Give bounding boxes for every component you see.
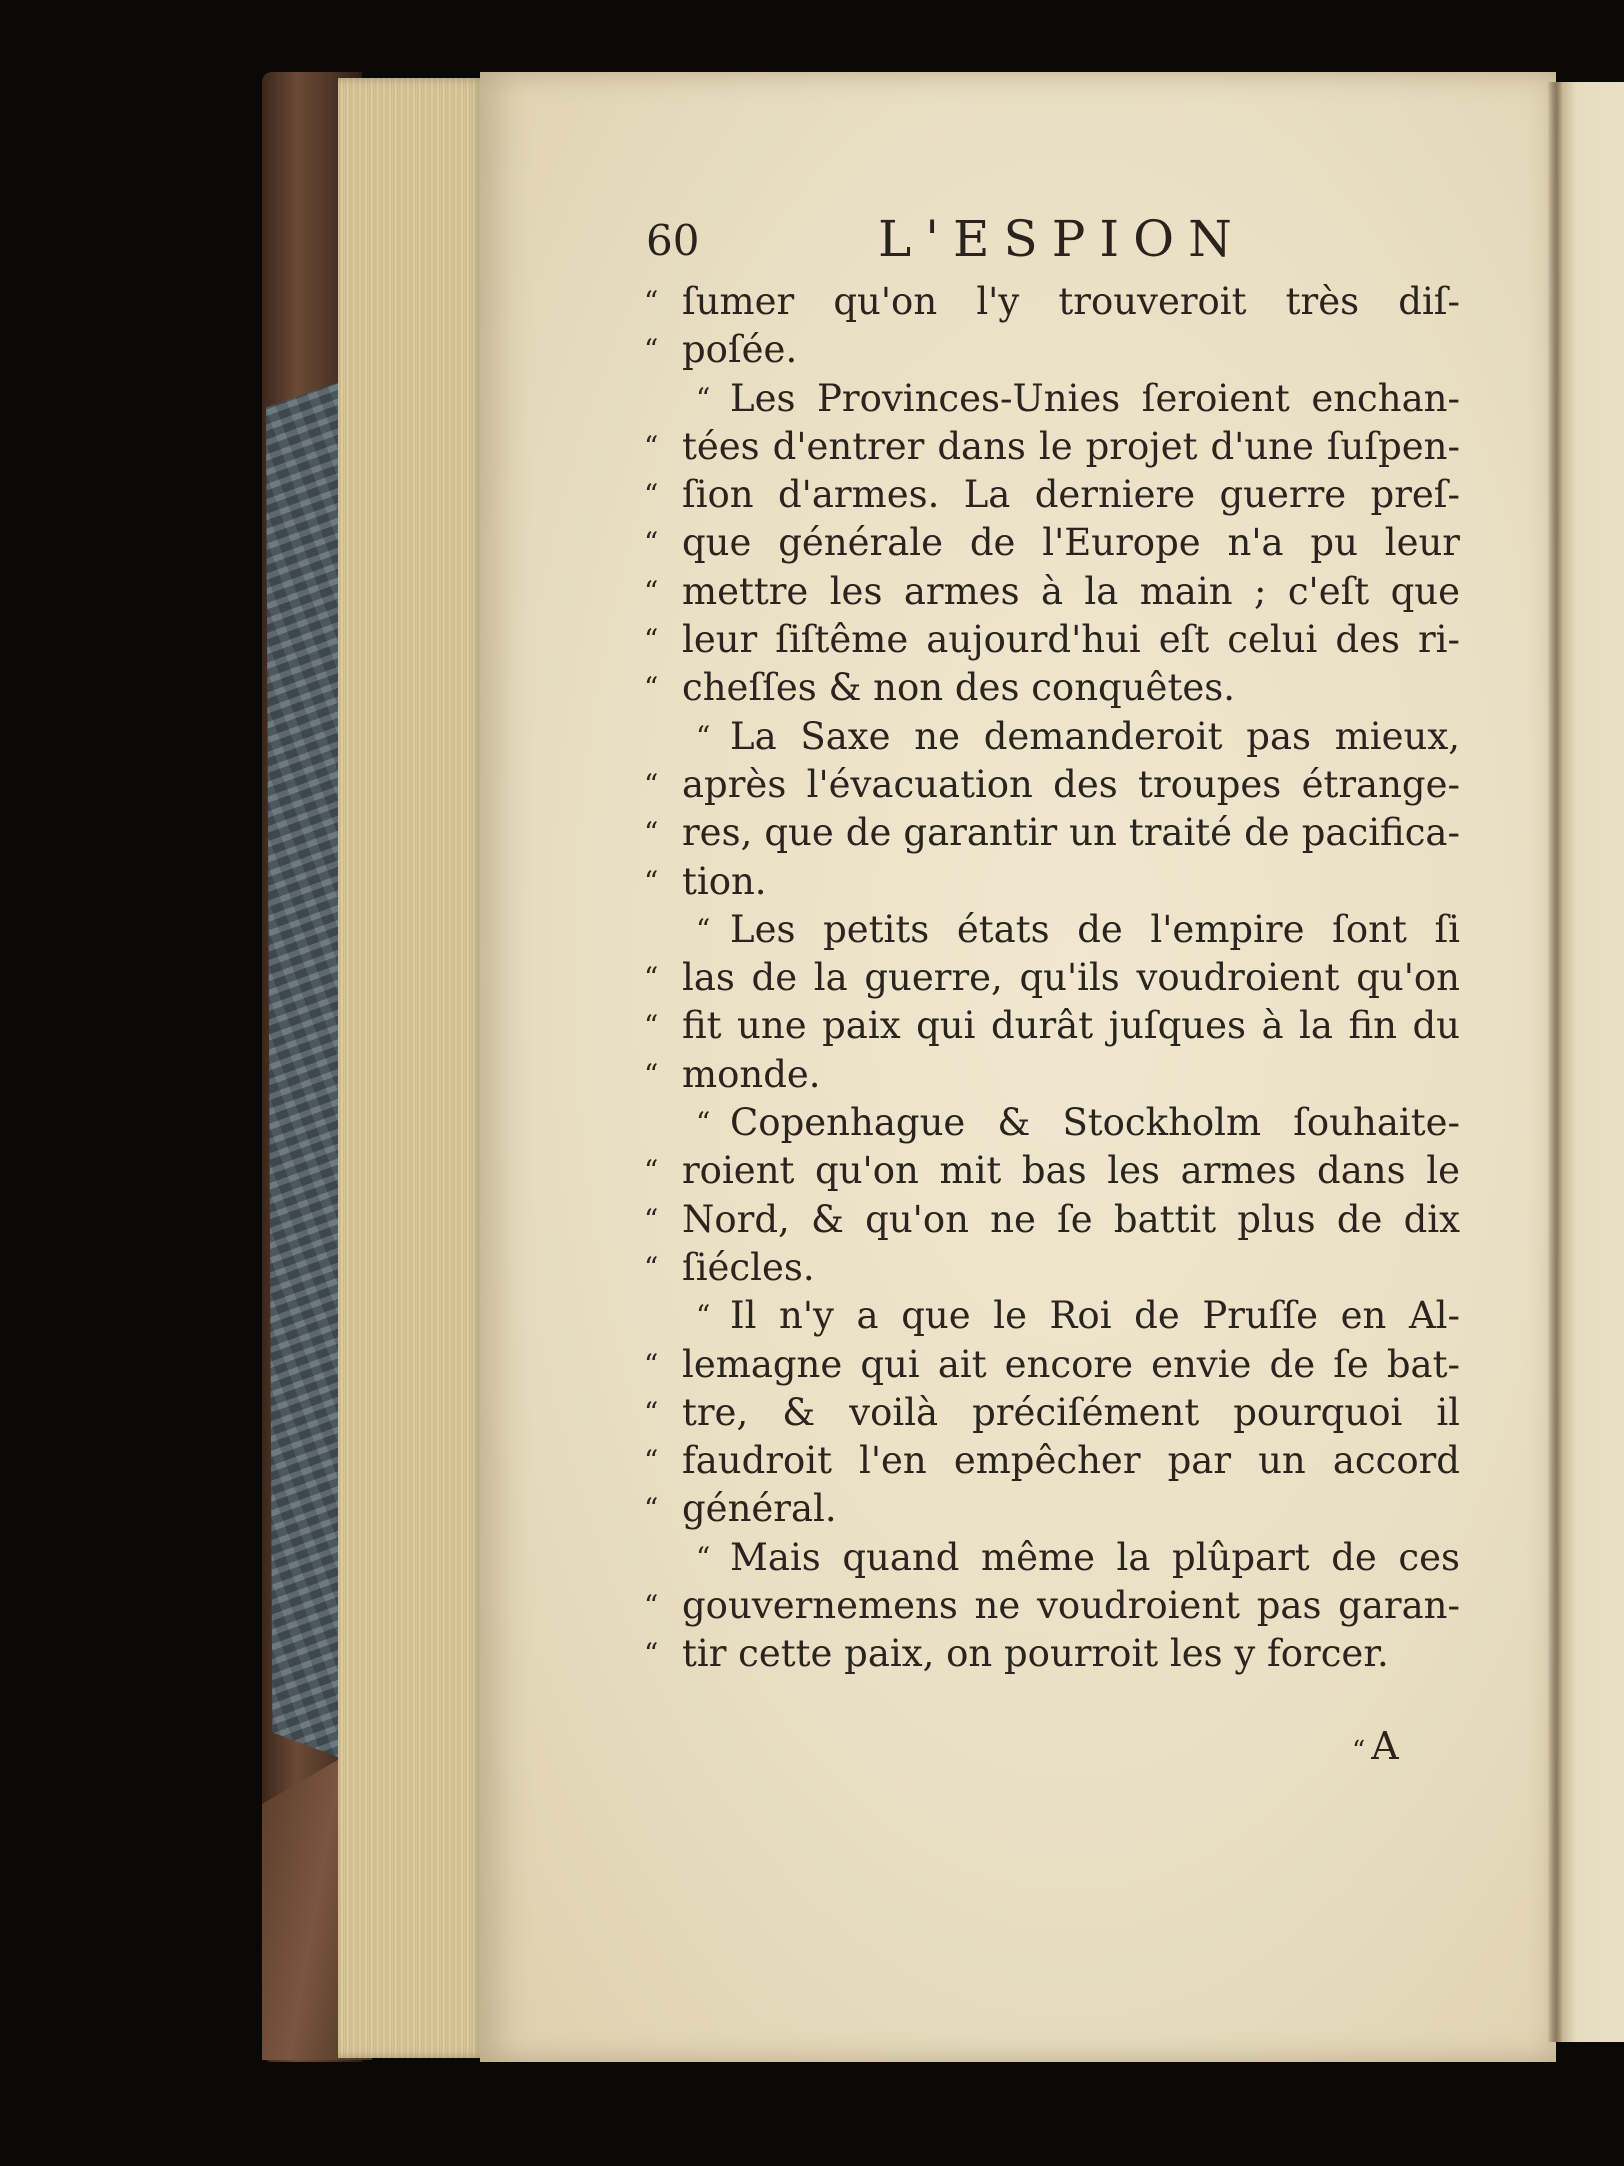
line-text: tir cette paix, on pourroit les y forcer.	[682, 1632, 1389, 1676]
quote-mark: “	[644, 574, 659, 608]
text-line	[630, 954, 1460, 1002]
quote-mark: “	[644, 1057, 659, 1091]
quote-mark: “	[644, 816, 659, 850]
catchword	[1352, 1724, 1399, 1768]
quote-mark: “	[696, 1540, 711, 1574]
quote-mark: “	[644, 1347, 659, 1381]
catchword-quote: “	[1352, 1736, 1366, 1766]
line-text: que générale de l'Europe n'a pu leur	[682, 521, 1460, 565]
quote-mark: “	[644, 1250, 659, 1284]
text-line	[630, 278, 1460, 326]
line-text: Il n'y a que le Roi de Pruſſe en Al-	[730, 1294, 1460, 1338]
page-header	[640, 210, 1470, 274]
line-text: lemagne qui ait encore envie de ſe bat-	[682, 1342, 1460, 1386]
text-line	[630, 761, 1460, 809]
text-line	[630, 1147, 1460, 1195]
text-line	[630, 1389, 1460, 1437]
quote-mark: “	[644, 623, 659, 657]
line-text: roient qu'on mit bas les armes dans le	[682, 1149, 1460, 1193]
quote-mark: “	[696, 1106, 711, 1140]
quote-mark: “	[644, 1395, 659, 1429]
quote-mark: “	[696, 1299, 711, 1333]
line-text: monde.	[682, 1052, 821, 1096]
text-line	[630, 1244, 1460, 1292]
gutter-shadow	[1548, 82, 1562, 2042]
text-line	[630, 519, 1460, 567]
quote-mark: “	[696, 719, 711, 753]
line-text: tées d'entrer dans le projet d'une ſuſpen-	[682, 424, 1460, 468]
text-line	[630, 1099, 1460, 1147]
line-text: Copenhague & Stockholm ſouhaite-	[730, 1101, 1460, 1145]
line-text: cheſſes & non des conquêtes.	[682, 666, 1235, 710]
text-line	[630, 326, 1460, 374]
quote-mark: “	[644, 1492, 659, 1526]
quote-mark: “	[644, 1589, 659, 1623]
line-text: poſée.	[682, 328, 798, 372]
text-line	[630, 713, 1460, 761]
body-text	[630, 278, 1460, 1679]
line-text: La Saxe ne demanderoit pas mieux,	[730, 714, 1460, 758]
line-text: gouvernemens ne voudroient pas garan-	[682, 1584, 1460, 1628]
quote-mark: “	[644, 767, 659, 801]
line-text: leur ſiſtême aujourd'hui eſt celui des ri-	[682, 618, 1460, 662]
line-text: ſumer qu'on l'y trouveroit très diſ-	[682, 280, 1460, 323]
quote-mark: “	[644, 1444, 659, 1478]
marbled-board	[266, 380, 346, 1760]
line-text: res, que de garantir un traité de pacifica-	[682, 811, 1460, 855]
text-line	[630, 1582, 1460, 1630]
line-text: faudroit l'en empêcher par un accord	[682, 1439, 1460, 1483]
text-line	[630, 1437, 1460, 1485]
line-text: Nord, & qu'on ne ſe battit plus de dix	[682, 1197, 1460, 1241]
catchword-text: A	[1371, 1724, 1399, 1768]
quote-mark: “	[644, 1009, 659, 1043]
line-text: las de la guerre, qu'ils voudroient qu'on	[682, 956, 1460, 1000]
running-head: L'ESPION	[878, 210, 1246, 268]
text-line	[630, 1341, 1460, 1389]
line-text: Mais quand même la plûpart de ces	[730, 1535, 1460, 1579]
line-text: après l'évacuation des troupes étrange-	[682, 762, 1460, 806]
quote-mark: “	[644, 1637, 659, 1671]
quote-mark: “	[696, 912, 711, 946]
text-line	[630, 1630, 1460, 1678]
text-line	[630, 809, 1460, 857]
page-number: 60	[646, 216, 700, 265]
text-line	[630, 906, 1460, 954]
quote-mark: “	[644, 478, 659, 512]
text-line	[630, 423, 1460, 471]
quote-mark: “	[644, 333, 659, 367]
line-text: ſiécles.	[682, 1245, 815, 1289]
text-line	[630, 858, 1460, 906]
line-text: fit une paix qui durât juſques à la fin du	[682, 1004, 1460, 1048]
line-text: général.	[682, 1487, 837, 1531]
quote-mark: “	[644, 1202, 659, 1236]
page-edges	[338, 78, 486, 2058]
line-text: tion.	[682, 859, 767, 903]
line-text: ſion d'armes. La derniere guerre preſ-	[682, 473, 1460, 517]
line-text: Les Provinces-Unies ſeroient enchan-	[730, 376, 1460, 420]
line-text: Les petits états de l'empire ſont ſi	[730, 907, 1460, 951]
line-text: tre, & voilà préciſément pourquoi il	[682, 1390, 1460, 1434]
text-line	[630, 1485, 1460, 1533]
text-line	[630, 1292, 1460, 1340]
quote-mark: “	[644, 864, 659, 898]
facing-page-edge	[1556, 82, 1624, 2042]
text-line	[630, 1534, 1460, 1582]
text-line	[630, 568, 1460, 616]
text-line	[630, 1196, 1460, 1244]
text-line	[630, 616, 1460, 664]
quote-mark: “	[644, 526, 659, 560]
text-line	[630, 1002, 1460, 1050]
quote-mark: “	[644, 429, 659, 463]
text-line	[630, 471, 1460, 519]
quote-mark: “	[644, 671, 659, 705]
text-line	[630, 1051, 1460, 1099]
line-text: mettre les armes à la main ; c'eſt que	[682, 569, 1460, 613]
text-line	[630, 664, 1460, 712]
quote-mark: “	[644, 961, 659, 995]
quote-mark: “	[696, 381, 711, 415]
text-line	[630, 375, 1460, 423]
quote-mark: “	[644, 1154, 659, 1188]
quote-mark: “	[644, 285, 659, 318]
